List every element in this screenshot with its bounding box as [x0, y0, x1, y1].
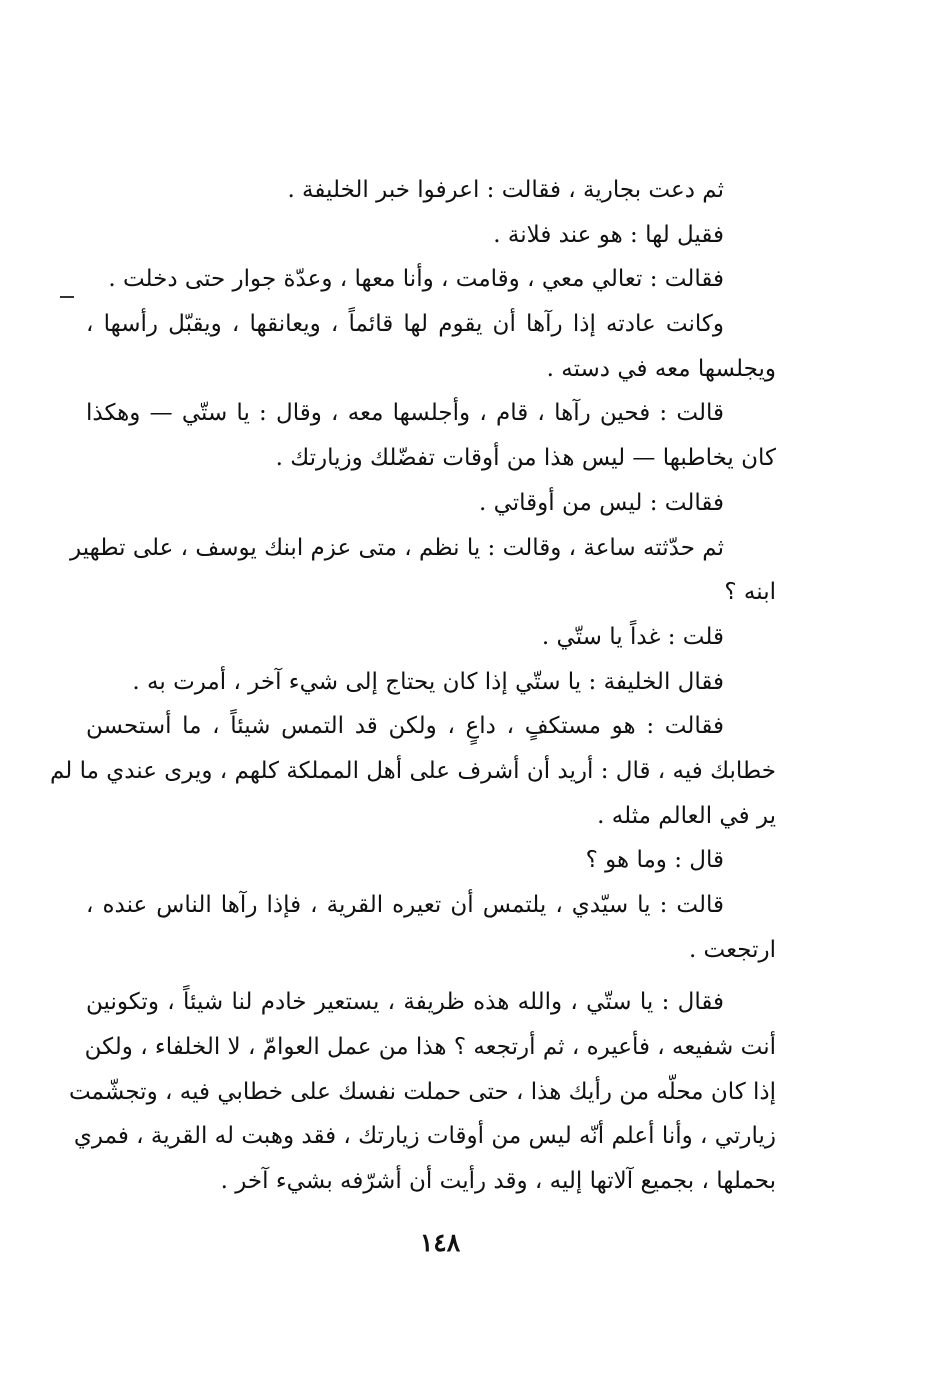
text-line: قالت : فحين رآها ، قام ، وأجلسها معه ، وقال : يا ستّي — وهكذا: [86, 400, 724, 427]
text-line: إذا كان محلّه من رأيك هذا ، حتى حملت نفسك على خطابي فيه ، وتجشّمت: [68, 1078, 776, 1105]
page-number: ١٤٨: [419, 1228, 461, 1257]
text-line: ارتجعت .: [688, 936, 776, 963]
text-line: كان يخاطبها — ليس هذا من أوقات تفضّلك وزيارتك .: [275, 445, 776, 472]
text-line: فقيل لها : هو عند فلانة .: [493, 221, 724, 248]
text-line: قالت : يا سيّدي ، يلتمس أن تعيره القرية ، فإذا رآها الناس عنده ،: [86, 892, 724, 918]
text-line: فقال : يا ستّي ، والله هذه ظريفة ، يستعير خادم لنا شيئاً ، وتكونين: [86, 989, 724, 1016]
text-line: فقالت : تعالي معي ، وقامت ، وأنا معها ، وعدّة جوار حتى دخلت .: [108, 266, 724, 293]
text-line: ابنه ؟: [724, 579, 776, 606]
text-line: قال : وما هو ؟: [585, 847, 724, 874]
body-text: [49, 168, 776, 1204]
text-line: زيارتي ، وأنا أعلم أنّه ليس من أوقات زيارتك ، فقد وهبت له القرية ، فمري: [73, 1123, 776, 1150]
text-line: ير في العالم مثله .: [597, 802, 776, 829]
text-line: خطابك فيه ، قال : أريد أن أشرف على أهل المملكة كلهم ، ويرى عندي ما لم: [49, 757, 776, 784]
text-line: فقالت : ليس من أوقاتي .: [478, 489, 724, 516]
text-line: فقالت : هو مستكفٍ ، داعٍ ، ولكن قد التمس شيئاً ، ما أستحسن: [86, 713, 724, 740]
text-line: بحملها ، بجميع آلاتها إليه ، وقد رأيت أن أشرّفه بشيء آخر .: [220, 1168, 776, 1195]
text-line: فقال الخليفة : يا ستّي إذا كان يحتاج إلى شيء آخر ، أمرت به .: [132, 668, 724, 695]
text-line: ويجلسها معه في دسته .: [546, 355, 776, 382]
text-line: قلت : غداً يا ستّي .: [541, 623, 724, 650]
text-line: وكانت عادته إذا رآها أن يقوم لها قائماً ، ويعانقها ، ويقبّل رأسها ،: [86, 311, 724, 338]
text-line: أنت شفيعه ، فأعيره ، ثم أرتجعه ؟ هذا من عمل العوامّ ، لا الخلفاء ، ولكن: [84, 1034, 776, 1061]
text-line: ثم دعت بجارية ، فقالت : اعرفوا خبر الخليفة .: [287, 177, 724, 203]
text-line: ثم حدّثته ساعة ، وقالت : يا نظم ، متى عزم ابنك يوسف ، على تطهير: [70, 534, 724, 561]
margin-mark: [60, 296, 74, 298]
